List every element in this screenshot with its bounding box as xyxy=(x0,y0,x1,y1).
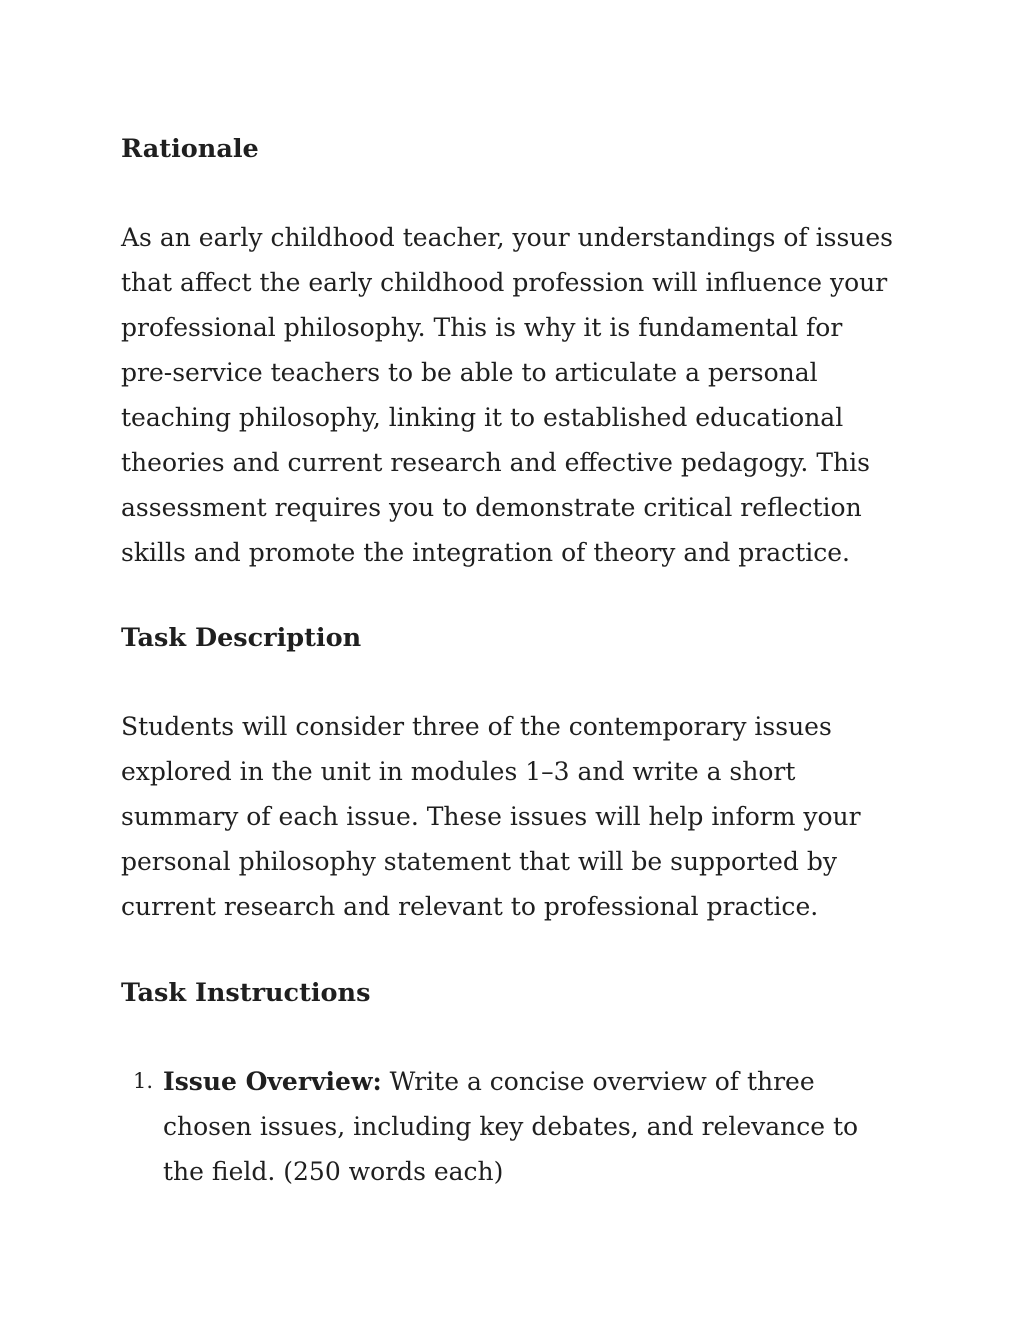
task-instructions-list xyxy=(121,1059,901,1194)
list-item-number: 1. xyxy=(133,1069,154,1093)
list-item xyxy=(121,1059,901,1194)
rationale-heading: Rationale xyxy=(121,134,259,164)
task-description-paragraph: Students will consider three of the contemporary issues explored in the unit in modules 1–3 and write a short summary of each issue. These issues will help inform your personal philosophy statement that will be supported by current research and relevant to professional practice. xyxy=(121,712,861,921)
task-description-heading: Task Description xyxy=(121,623,362,653)
rationale-paragraph: As an early childhood teacher, your understandings of issues that affect the early childhood profession will influence your professional philosophy. This is why it is fundamental for pre-service teachers to be able to articulate a personal teaching philosophy, linking it to established educational theories and current research and effective pedagogy. This assessment requires you to demonstrate critical reflection skills and promote the integration of theory and practice. xyxy=(121,223,894,567)
list-item-title: Issue Overview: xyxy=(163,1067,382,1096)
task-instructions-heading: Task Instructions xyxy=(121,978,371,1008)
list-item-text: Write a concise overview of three chosen issues, including key debates, and relevance to the field. (250 words each) xyxy=(163,1067,859,1186)
